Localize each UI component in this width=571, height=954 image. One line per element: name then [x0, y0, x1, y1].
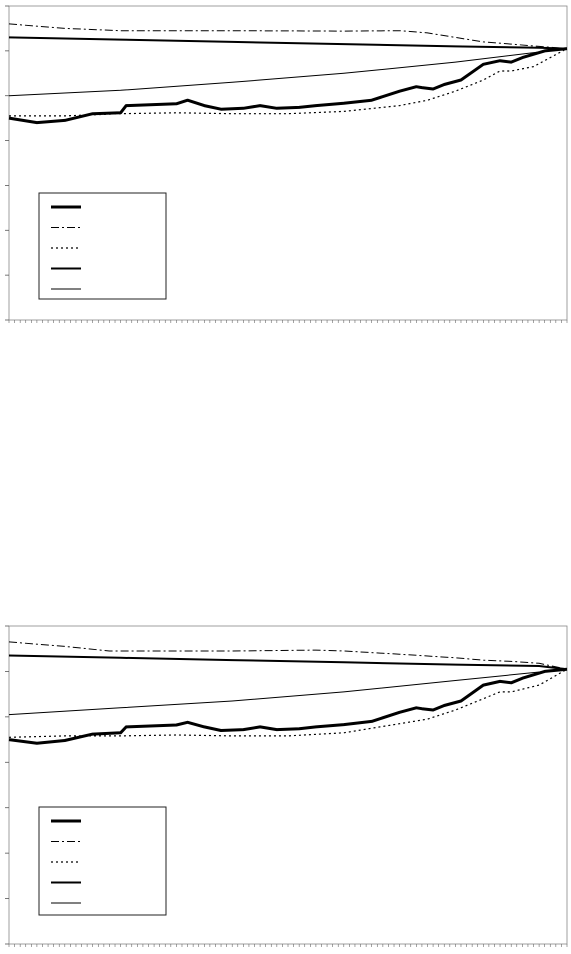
legend-box — [39, 193, 166, 299]
series-line-thick-solid — [9, 49, 567, 123]
series-line-medium-solid — [9, 37, 567, 48]
series-line-thick-solid — [9, 669, 567, 743]
legend-box — [39, 807, 166, 915]
series-line-thin-solid — [9, 669, 567, 714]
chart-top — [5, 6, 567, 323]
series-line-medium-solid — [9, 656, 567, 670]
chart-bottom — [5, 626, 567, 947]
series-line-dash-dot — [9, 24, 567, 49]
series-line-dotted — [9, 669, 567, 737]
series-line-thin-solid — [9, 49, 567, 96]
